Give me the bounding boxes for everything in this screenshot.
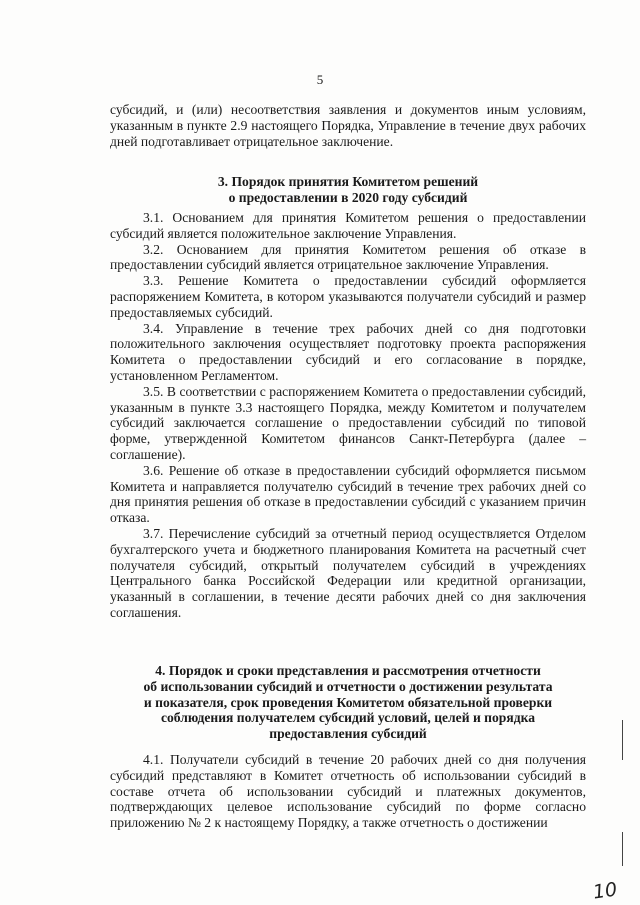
handwritten-sheet-number: 10 <box>591 878 619 904</box>
paragraph-3-3: 3.3. Решение Комитета о предоставлении субсидий оформляется распоряжением Комитета, в котором указываются получатели субсидий и размер предоставляемых субсидий. <box>110 273 586 320</box>
section-4-title-line-3: и показателя, срок проведения Комитетом обязательной проверки <box>143 694 553 710</box>
section-3-body <box>110 210 586 621</box>
paragraph-3-4: 3.4. Управление в течение трех рабочих дней со дня подготовки положительного заключения осуществляет подготовку проекта распоряжения Комитета о предоставлении субсидий и его согласование в порядке, установленном Регламентом. <box>110 320 586 383</box>
section-3-title-line-1: 3. Порядок принятия Комитетом решений <box>217 174 479 189</box>
intro-text: субсидий, и (или) несоответствия заявления и документов иным условиям, указанным в пункте 2.9 настоящего Порядка, Управление в течение двух рабочих дней подготавливает отрицательное заключение. <box>110 102 586 149</box>
page-number: 5 <box>316 72 324 87</box>
paragraph-3-2: 3.2. Основанием для принятия Комитетом решения об отказе в предоставлении субсидий является отрицательное заключение Управления. <box>110 241 586 273</box>
section-3-heading <box>110 174 586 206</box>
section-3-title-line-2: о предоставлении в 2020 году субсидий <box>228 189 468 205</box>
paragraph-3-5: 3.5. В соответствии с распоряжением Комитета о предоставлении субсидий, указанным в пункте 3.3 настоящего Порядка, между Комитетом и получателем субсидий заключается соглашение о предоставлении субсидий по типовой форме, утвержденной Комитетом финансов Санкт-Петербурга (далее – соглашение). <box>110 383 586 462</box>
paragraph-3-6: 3.6. Решение об отказе в предоставлении субсидий оформляется письмом Комитета и направляется получателю субсидий в течение трех рабочих дней со дня принятия решения об отказе в предоставлении субсидий с указанием причин отказа. <box>110 462 586 526</box>
paragraph-3-1: 3.1. Основанием для принятия Комитетом решения о предоставлении субсидий является положительное заключение Управления. <box>110 210 586 241</box>
margin-mark <box>622 832 623 866</box>
section-4-title-line-4: соблюдения получателем субсидий условий, целей и порядка <box>160 710 536 726</box>
section-4-heading <box>110 663 586 742</box>
paragraph-4-1: 4.1. Получатели субсидий в течение 20 рабочих дней со дня получения субсидий представляют в Комитет отчетность об использовании субсидий в составе отчета об использовании субсидий и платежных документов, подтверждающих целевое использование субсидий по форме согласно приложению № 2 к настоящему Порядку, а также отчетность о достижении <box>110 752 586 831</box>
paragraph-3-7: 3.7. Перечисление субсидий за отчетный период осуществляется Отделом бухгалтерского учета и бюджетного планирования Комитета на расчетный счет получателя субсидий, открытый получателем субсидий в учреждениях Центрального банка Российской Федерации или кредитной организации, указанный в соглашении, в течение десяти рабочих дней со дня заключения соглашения. <box>110 525 586 620</box>
intro-paragraph <box>110 102 586 149</box>
section-4-title-line-1: 4. Порядок и сроки представления и рассмотрения отчетности <box>155 663 541 678</box>
section-4-title-line-5: предоставления субсидий <box>269 726 427 742</box>
margin-mark <box>622 720 623 760</box>
section-4-title-line-2: об использовании субсидий и отчетности о достижении результата <box>143 678 553 694</box>
section-4-body <box>110 752 586 831</box>
